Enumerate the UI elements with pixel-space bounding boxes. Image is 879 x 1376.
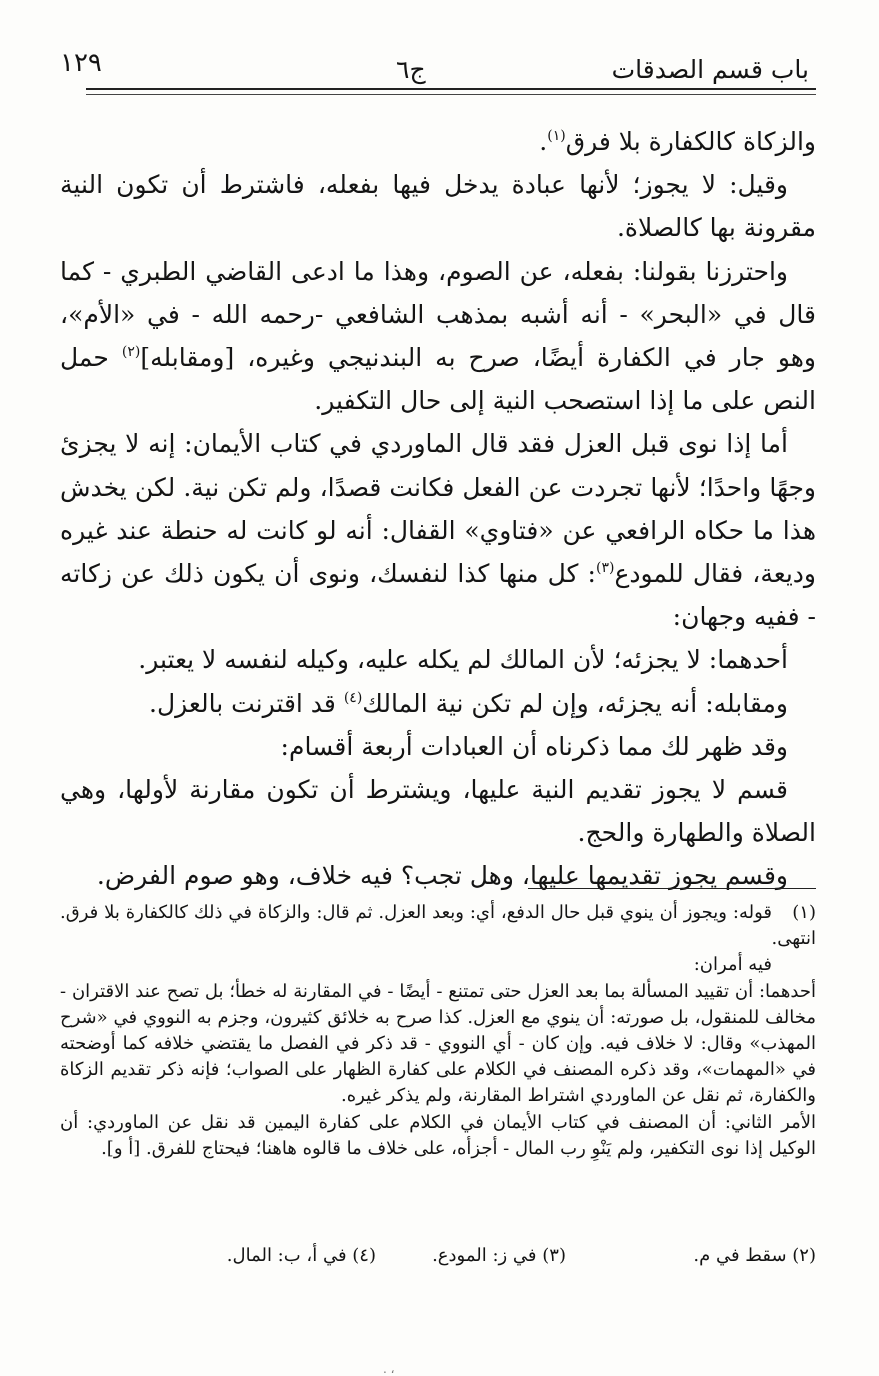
paragraph: والزكاة كالكفارة بلا فرق$^{(١)}$. — [539, 127, 816, 156]
footnote-ref: (٣) — [595, 560, 615, 577]
footnote-separator — [528, 888, 816, 889]
paragraph: قسم لا يجوز تقديم النية عليها، ويشترط أن تكون مقارنة لأولها، وهي الصلاة والطهارة والحج. — [60, 775, 816, 848]
footnote-2: (٢) سقط في م. — [693, 1245, 816, 1266]
paragraph: وقيل: لا يجوز؛ لأنها عبادة يدخل فيها بفعله، فاشترط أن تكون النية مقرونة بها كالصلاة. — [60, 170, 816, 243]
footnotes — [60, 900, 816, 1162]
volume-label: ج٦ — [396, 55, 426, 84]
footnote-ref: (٤) — [343, 689, 363, 706]
paragraph: أحدهما: لا يجزئه؛ لأن المالك لم يكله عليه، وكيله لنفسه لا يعتبر. — [138, 645, 788, 675]
footnote-number: (١) — [792, 902, 816, 923]
running-header-title: باب قسم الصدقات — [611, 55, 809, 84]
paragraph: أما إذا نوى قبل العزل فقد قال الماوردي في كتاب الأيمان: إنه لا يجزئ وجهًا واحدًا؛ لأنها تجردت عن الفعل فكانت قصدًا، ولم تكن نية. لكن يخدش هذا ما حكاه الرافعي عن «فتاوي» القفال: أنه لو كانت له حنطة عند غيره وديعة، فقال للمودع$^{(٣)}$: كل منها كذا لنفسك، ونوى أن يكون ذلك عن زكاته - ففيه وجهان: — [60, 429, 816, 632]
paragraph: وقسم يجوز تقديمها عليها، وهل تجب؟ فيه خلاف، وهو صوم الفرض. — [96, 861, 788, 891]
footnote-ref: (٢) — [121, 344, 141, 361]
footnote-3: (٣) في ز: المودع. — [432, 1245, 566, 1266]
paragraph: واحترزنا بقولنا: بفعله، عن الصوم، وهذا ما ادعى القاضي الطبري - كما قال في «البحر» - أنه أشبه بمذهب الشافعي -رحمه الله - في «الأم»، وهو جار في الكفارة أيضًا، صرح به البندنيجي وغيره، [ومقابله]$^{(٢)}$ حمل النص على ما إذا استصحب النية إلى حال التكفير. — [60, 256, 816, 416]
footnote-line: فيه أمران: — [693, 954, 772, 976]
footnote-line: أحدهما: أن تقييد المسألة بما بعد العزل حتى تمتنع - أيضًا - في المقارنة له خطأ؛ بل تصح عند الاقتران - مخالف للمنقول، بل صورته: أن ينوي مع العزل. كذا صرح به خلائق كثيرون، وجزم به النووي في «شرح المهذب» وقال: لا خلاف فيه. وإن كان - أي النووي - قد ذكر في الفصل ما يقتضي خلافه كما أوضحته في «المهمات»، وقد ذكره المصنف في الكلام على كفارة الظهار على الصواب؛ فإنه ذكر تقديم الزكاة والكفارة، ثم نقل عن الماوردي اشتراط المقارنة، ولم يذكر غيره. — [60, 980, 816, 1107]
header-rule-thin — [86, 94, 816, 95]
stray-ink-mark: ، . — [383, 1362, 395, 1376]
paragraph: وقد ظهر لك مما ذكرناه أن العبادات أربعة أقسام: — [280, 731, 788, 761]
footnote-1: (١)قوله: ويجوز أن ينوي قبل حال الدفع، أي: وبعد العزل. ثم قال: والزكاة في ذلك كالكفارة بلا فرق. انتهى. — [60, 902, 816, 950]
header-rule — [86, 88, 816, 90]
main-text — [60, 120, 816, 898]
footnote-line: الأمر الثاني: أن المصنف في كتاب الأيمان في الكلام على كفارة اليمين قد نقل عن الماوردي: أن الوكيل إذا نوى التكفير، ولم يَنْوِ رب المال - أجزأه، على خلاف ما قالوه هاهنا؛ فيحتاج للفرق. [أ و]. — [60, 1111, 816, 1159]
footnote-4: (٤) في أ، ب: المال. — [226, 1245, 376, 1266]
footnote-ref: (١) — [547, 128, 566, 144]
paragraph: ومقابله: أنه يجزئه، وإن لم تكن نية المالك$^{(٤)}$ قد اقترنت بالعزل. — [149, 688, 788, 718]
page-number: ١٢٩ — [60, 48, 102, 78]
